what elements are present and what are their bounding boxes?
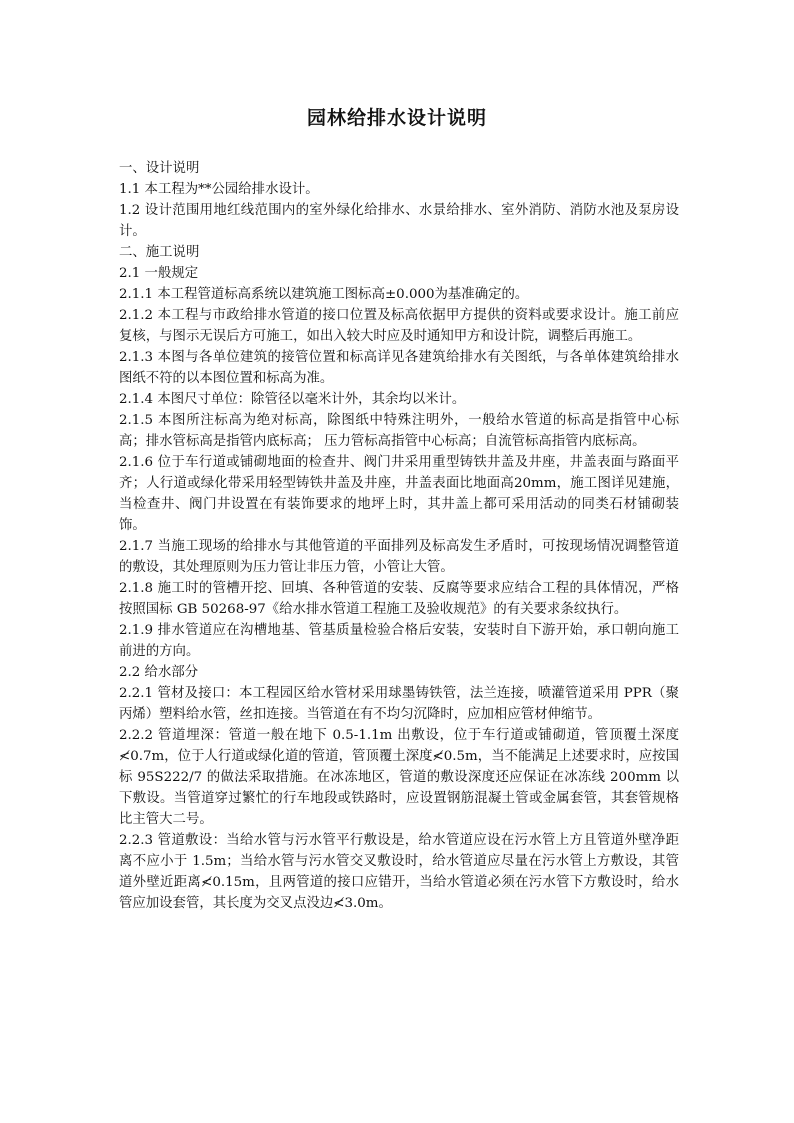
paragraph-1-2: 1.2 设计范围用地红线范围内的室外绿化给排水、水景给排水、室外消防、消防水池及泵房设计。 — [119, 203, 679, 239]
paragraph-2-1-5: 2.1.5 本图所注标高为绝对标高，除图纸中特殊注明外，一般给水管道的标高是指管中心标高；排水管标高是指管内底标高； 压力管标高指管中心标高；自流管标高指管内底标高。 — [119, 413, 679, 449]
subsection-heading-2-2: 2.2 给水部分 — [119, 665, 199, 680]
subsection-heading-2-1: 2.1 一般规定 — [119, 266, 199, 281]
paragraph-2-1-9: 2.1.9 排水管道应在沟槽地基、管基质量检验合格后安装，安装时自下游开始，承口朝向施工前进的方向。 — [119, 623, 679, 659]
paragraph-2-1-7: 2.1.7 当施工现场的给排水与其他管道的平面排列及标高发生矛盾时，可按现场情况调整管道的敷设，其处理原则为压力管让非压力管，小管让大管。 — [119, 539, 679, 575]
section-heading-design: 一、设计说明 — [119, 161, 200, 176]
paragraph-2-1-4: 2.1.4 本图尺寸单位：除管径以毫米计外，其余均以米计。 — [119, 392, 466, 407]
paragraph-2-1-3: 2.1.3 本图与各单位建筑的接管位置和标高详见各建筑给排水有关图纸，与各单体建筑给排水图纸不符的以本图位置和标高为准。 — [119, 350, 679, 386]
paragraph-2-1-8: 2.1.8 施工时的管槽开挖、回填、各种管道的安装、反腐等要求应结合工程的具体情况，严格按照国标 GB 50268-97《给水排水管道工程施工及验收规范》的有关要求条纹执行。 — [119, 581, 679, 617]
document-body — [119, 158, 679, 914]
paragraph-1-1: 1.1 本工程为**公园给排水设计。 — [119, 182, 319, 197]
paragraph-2-2-2: 2.2.2 管道埋深：管道一般在地下 0.5-1.1m 出敷设，位于车行道或铺砌道，管顶覆土深度≮0.7m，位于人行道或绿化道的管道，管顶覆土深度≮0.5m，当不能满足上述要求时，应按国标 95S222/7 的做法采取措施。在冰冻地区，管道的敷设深度还应保证在冰冻线 200mm 以下敷设。当管道穿过繁忙的行车地段或铁路时，应设置钢筋混凝土管或金属套管，其套管规格比主管大二号。 — [119, 728, 679, 827]
paragraph-2-1-6: 2.1.6 位于车行道或铺砌地面的检查井、阀门井采用重型铸铁井盖及井座，井盖表面与路面平齐；人行道或绿化带采用轻型铸铁井盖及井座，井盖表面比地面高20mm，施工图详见建施，当检查井、阀门井设置在有装饰要求的地坪上时，其井盖上都可采用活动的同类石材铺砌装饰。 — [119, 455, 679, 533]
section-heading-construction: 二、施工说明 — [119, 245, 200, 260]
paragraph-2-1-2: 2.1.2 本工程与市政给排水管道的接口位置及标高依据甲方提供的资料或要求设计。施工前应复核，与图示无误后方可施工，如出入较大时应及时通知甲方和设计院，调整后再施工。 — [119, 308, 679, 344]
document-title: 园林给排水设计说明 — [306, 107, 487, 129]
paragraph-2-1-1: 2.1.1 本工程管道标高系统以建筑施工图标高±0.000为基准确定的。 — [119, 287, 529, 302]
paragraph-2-2-1: 2.2.1 管材及接口：本工程园区给水管材采用球墨铸铁管，法兰连接，喷灌管道采用 PPR（聚丙烯）塑料给水管，丝扣连接。当管道在有不均匀沉降时，应加相应管材伸缩节。 — [119, 686, 679, 722]
paragraph-2-2-3: 2.2.3 管道敷设：当给水管与污水管平行敷设是，给水管道应设在污水管上方且管道外壁净距离不应小于 1.5m；当给水管与污水管交叉敷设时，给水管道应尽量在污水管上方敷设，其管道外壁近距离≮0.15m，且两管道的接口应错开，当给水管道必须在污水管下方敷设时，给水管应加设套管，其长度为交叉点没边≮3.0m。 — [119, 833, 679, 911]
